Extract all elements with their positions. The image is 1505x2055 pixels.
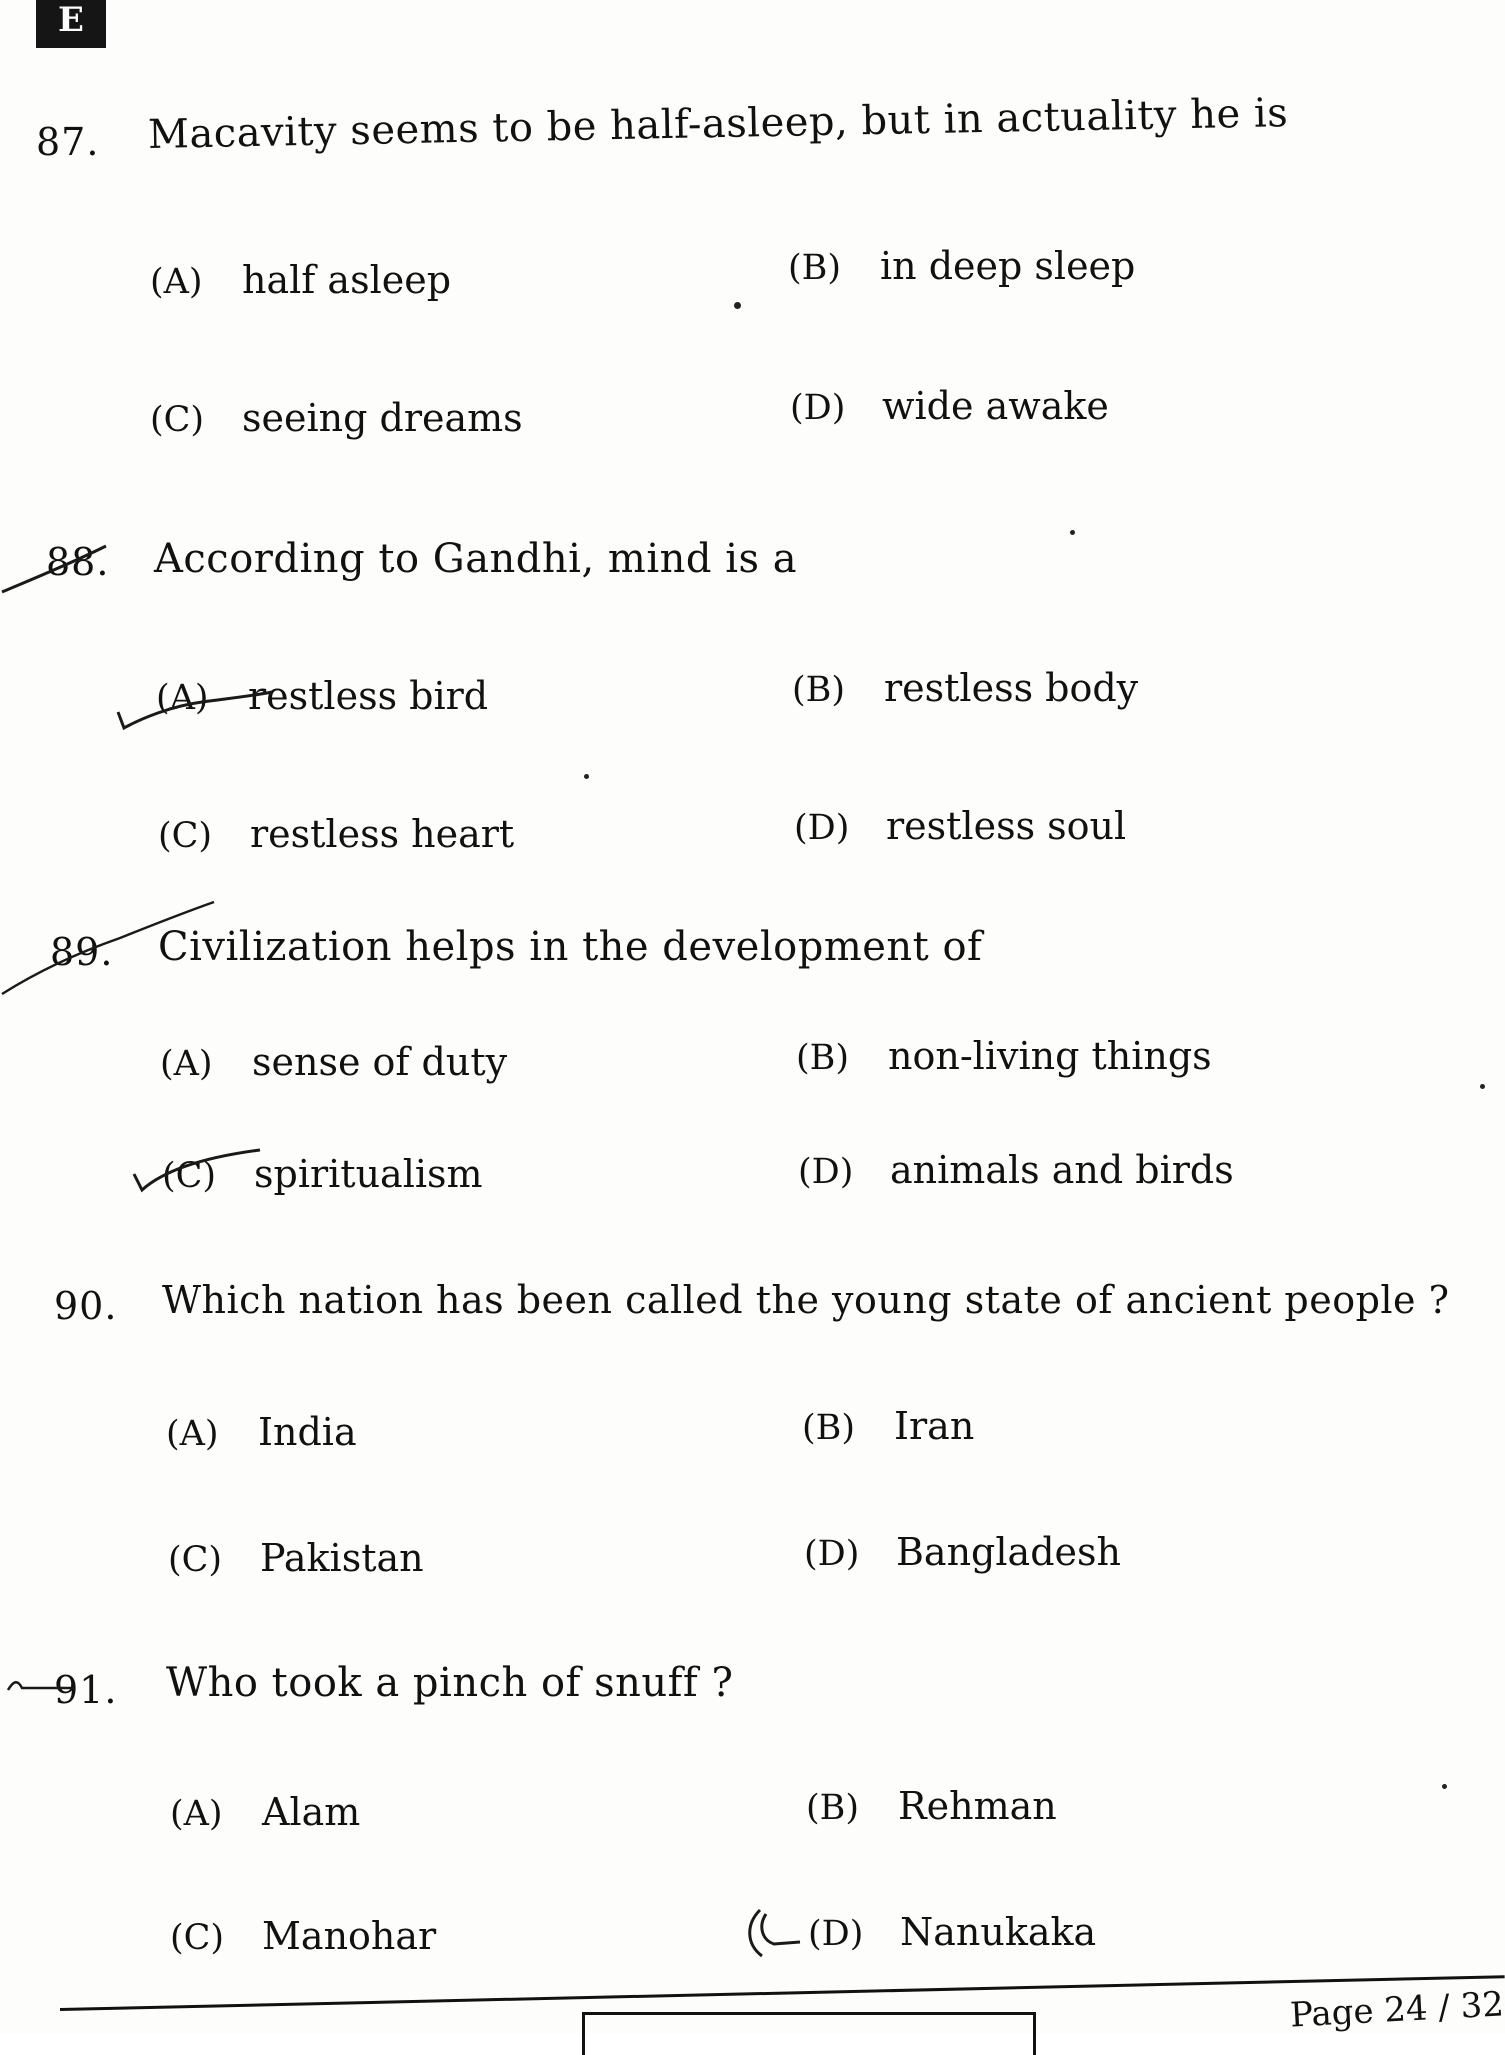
option-text: half asleep	[242, 258, 452, 302]
option-c	[168, 1536, 424, 1580]
option-label: (D)	[804, 1534, 860, 1574]
question-number: 89.	[50, 930, 114, 974]
question-number: 87.	[36, 120, 100, 164]
option-a	[160, 1040, 507, 1084]
scan-speck	[584, 774, 589, 779]
option-label: (C)	[170, 1918, 225, 1958]
option-d	[798, 1148, 1234, 1192]
option-a	[150, 258, 451, 302]
option-text: Bangladesh	[896, 1530, 1121, 1574]
option-b	[788, 244, 1135, 288]
option-c	[170, 1914, 436, 1958]
option-d	[804, 1530, 1121, 1574]
option-text: Rehman	[898, 1784, 1057, 1828]
option-a	[156, 674, 488, 718]
option-text: restless soul	[886, 804, 1127, 848]
option-d	[790, 384, 1109, 428]
option-label: (D)	[790, 388, 846, 428]
option-text: Pakistan	[260, 1536, 424, 1580]
option-text: India	[258, 1410, 357, 1454]
option-d	[808, 1910, 1096, 1954]
option-a	[166, 1410, 357, 1454]
option-text: restless heart	[250, 812, 515, 856]
option-d	[794, 804, 1126, 848]
option-label: (A)	[150, 262, 203, 302]
option-label: (D)	[808, 1914, 864, 1954]
question-number: 90.	[54, 1284, 118, 1328]
question-text: Which nation has been called the young state of ancient people ?	[162, 1278, 1450, 1322]
option-label: (A)	[166, 1414, 219, 1454]
footer-rule	[60, 1975, 1505, 2011]
option-text: Manohar	[262, 1914, 437, 1958]
option-text: spiritualism	[254, 1152, 483, 1196]
scan-speck	[1442, 1784, 1447, 1789]
option-label: (A)	[160, 1044, 213, 1084]
option-text: Iran	[894, 1404, 975, 1448]
scan-speck	[1070, 530, 1075, 535]
option-c	[150, 396, 523, 440]
option-text: animals and birds	[890, 1148, 1234, 1192]
option-c	[158, 812, 514, 856]
scan-speck	[734, 302, 741, 309]
option-c	[162, 1152, 483, 1196]
option-text: in deep sleep	[880, 244, 1136, 288]
option-label: (C)	[150, 400, 205, 440]
question-text: According to Gandhi, mind is a	[154, 536, 798, 582]
option-label: (C)	[168, 1540, 223, 1580]
option-label: (A)	[156, 678, 209, 718]
option-text: wide awake	[882, 384, 1109, 428]
option-text: restless bird	[248, 674, 489, 718]
question-text: Macavity seems to be half-asleep, but in actuality he is	[147, 90, 1289, 158]
option-label: (D)	[794, 808, 850, 848]
option-label: (A)	[170, 1794, 223, 1834]
page-number: Page 24 / 32	[1289, 1984, 1505, 2036]
option-b	[796, 1034, 1212, 1078]
option-label: (C)	[158, 816, 213, 856]
option-text: seeing dreams	[242, 396, 523, 440]
option-label: (B)	[796, 1038, 850, 1078]
question-number: 88.	[46, 540, 110, 584]
question-text: Who took a pinch of snuff ?	[166, 1660, 734, 1706]
scan-speck	[1480, 1084, 1485, 1089]
option-b	[792, 666, 1138, 710]
option-b	[806, 1784, 1057, 1828]
option-text: restless body	[884, 666, 1139, 710]
option-b	[802, 1404, 974, 1448]
option-label: (B)	[792, 670, 846, 710]
option-label: (D)	[798, 1152, 854, 1192]
option-text: Alam	[262, 1790, 361, 1834]
option-label: (B)	[788, 248, 842, 288]
option-text: Nanukaka	[900, 1910, 1097, 1954]
question-number: 91.	[54, 1668, 118, 1712]
set-badge: E	[36, 0, 106, 48]
option-label: (B)	[806, 1788, 860, 1828]
option-label: (B)	[802, 1408, 856, 1448]
question-text: Civilization helps in the development of	[158, 924, 983, 970]
option-text: non-living things	[888, 1034, 1212, 1078]
option-a	[170, 1790, 360, 1834]
option-text: sense of duty	[252, 1040, 508, 1084]
option-label: (C)	[162, 1156, 217, 1196]
